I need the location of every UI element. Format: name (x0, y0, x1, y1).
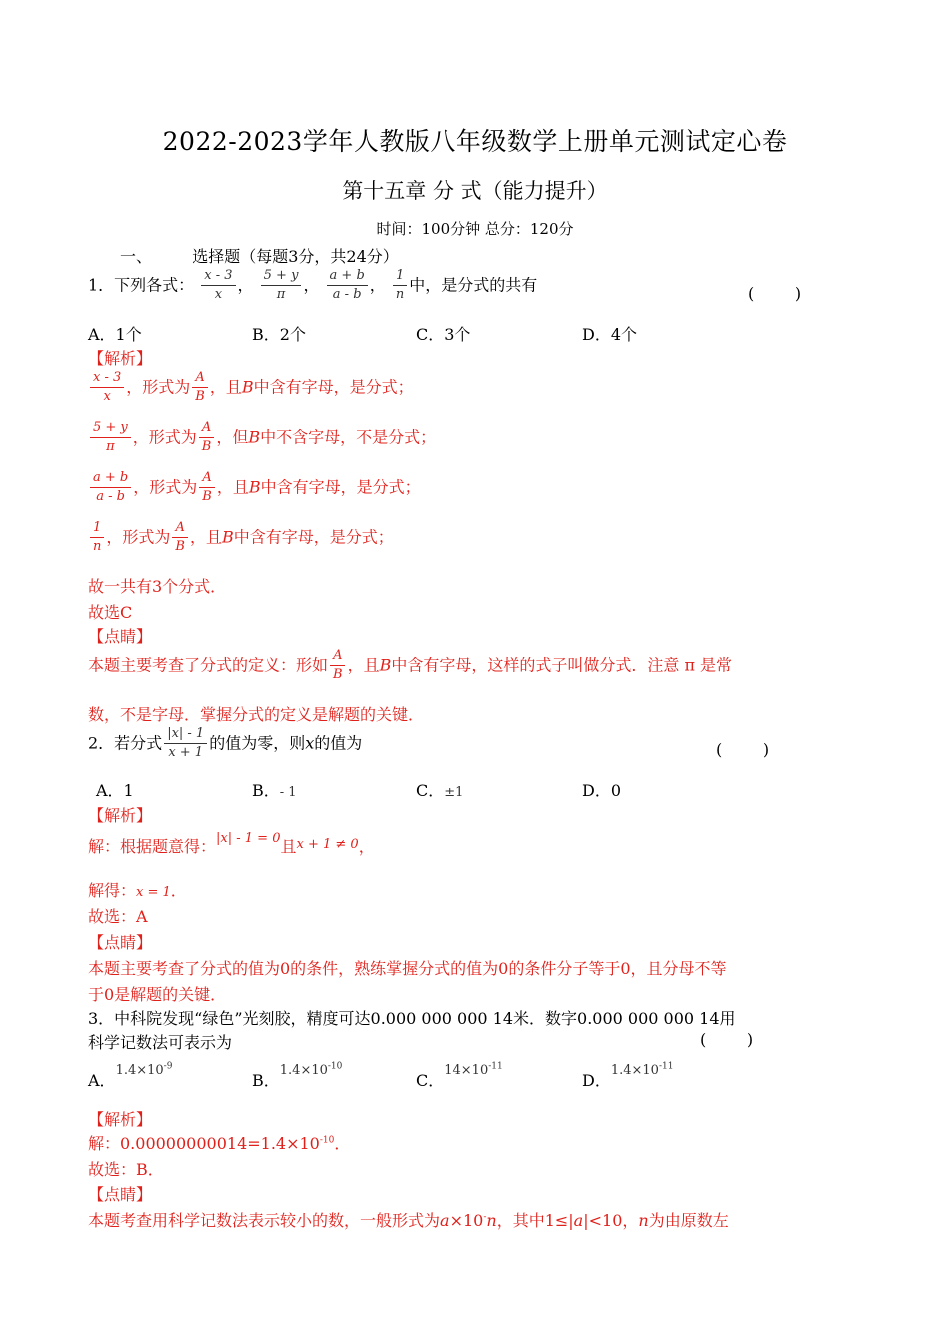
q3-choice: 故选：B． (88, 1160, 164, 1179)
q1-comment-line-1: 本题主要考查了分式的定义：形如 $\frac{A}{B}$ ，且B中含有字母，这样的式子叫做分式．注意 π 是常 (88, 648, 733, 683)
q3-stem-line-1: 3．中科院发现“绿色”光刻胶，精度可达0.000 000 000 14米．数字0.000 000 000 14用 (88, 1009, 736, 1028)
q3-solution: 解：$0.00000000014=1.4\times 10^{-10}$． (88, 1134, 351, 1153)
q2-analysis-tag: 【解析】 (88, 806, 153, 825)
q3-comment-line-1: 本题考查用科学记数法表示较小的数，一般形式为a×10-n，其中1≤|a|<10，n为由原数左 (88, 1211, 729, 1230)
q2-comment-line-2: 于0是解题的关键． (88, 985, 227, 1004)
section-heading: 一、 选择题（每题3分，共24分） (120, 247, 399, 266)
q2-answer-paren: ( ) (716, 740, 770, 759)
q2-stem: 2．若分式 $\frac{|x| - 1}{x + 1}$ 的值为零，则x的值为 (88, 726, 363, 761)
q1-conclusion: 故一共有3个分式． (88, 577, 227, 596)
q3-comment-tag: 【点睛】 (88, 1185, 153, 1204)
q2-option-d: D．0 (582, 781, 622, 800)
q2-result: 解得：x = 1． (88, 881, 187, 900)
q2-fraction: $\frac{|x| - 1}{x + 1}$ (164, 726, 207, 762)
q1-fraction-4: $\frac{1}{n}$ (393, 268, 407, 304)
q3-option-c: C．$^{14\times 10^{-11}}$ (416, 1061, 503, 1090)
q1-option-b: B．2个 (252, 325, 306, 344)
q3-analysis-tag: 【解析】 (88, 1110, 153, 1129)
chapter-subtitle: 第十五章 分 式（能力提升） (342, 179, 608, 203)
q2-solution: 解：根据题意得：$^{|x| - 1 = 0}$且$^{x + 1 \ne 0}$， (88, 831, 375, 856)
q3-option-b: B．$^{1.4\times 10^{-10}}$ (252, 1061, 343, 1090)
q3-option-d: D．$^{1.4\times 10^{-11}}$ (582, 1061, 674, 1090)
q1-option-a: A．1个 (88, 325, 142, 344)
q1-option-c: C．3个 (416, 325, 471, 344)
q1-comment-tag: 【点睛】 (88, 627, 153, 646)
q1-answer-paren: ( ) (748, 284, 802, 303)
q1-analysis-line-4: $\frac{1}{n}$ ，形式为 $\frac{A}{B}$ ，且B中含有字母，是分式； (88, 520, 394, 556)
q2-option-c: C．±1 (416, 781, 464, 800)
q3-answer-paren: ( ) (700, 1030, 754, 1049)
q1-analysis-line-1: $\frac{x - 3}{x}$ ，形式为 $\frac{A}{B}$ ，且B中含有字母，是分式； (88, 370, 414, 406)
q1-fraction-2: $\frac{5 + y}{\pi}$ (261, 268, 302, 304)
q2-option-b: B．- 1 (252, 781, 297, 800)
q3-stem-line-2: 科学记数法可表示为 (88, 1033, 233, 1052)
q1-analysis-line-3: $\frac{a + b}{a - b}$ ，形式为 $\frac{A}{B}$ ，且B中含有字母，是分式； (88, 470, 421, 506)
q1-option-d: D．4个 (582, 325, 638, 344)
q1-comment-line-2: 数，不是字母．掌握分式的定义是解题的关键． (88, 705, 425, 724)
document-title: 2022-2023学年人教版八年级数学上册单元测试定心卷 (162, 127, 788, 156)
q2-comment-tag: 【点睛】 (88, 933, 153, 952)
q1-stem: 1．下列各式： $\frac{x - 3}{x}$ ， $\frac{5 + y}{\pi}$ ， $\frac{a + b}{a - b}$ ， $\frac{1}{n}$ 中，是分式的共有 (88, 268, 538, 303)
q1-analysis-tag: 【解析】 (88, 349, 153, 368)
q2-choice: 故选：A (88, 907, 148, 926)
q2-comment-line-1: 本题主要考查了分式的值为0的条件，熟练掌握分式的值为0的条件分子等于0，且分母不等 (88, 959, 727, 978)
q1-choice: 故选C (88, 603, 133, 622)
q2-option-a: A．1 (96, 781, 134, 800)
exam-meta: 时间：100分钟 总分：120分 (376, 220, 574, 238)
q1-fraction-1: $\frac{x - 3}{x}$ (201, 268, 235, 304)
q1-analysis-line-2: $\frac{5 + y}{\pi}$ ，形式为 $\frac{A}{B}$ ，但B中不含字母，不是分式； (88, 420, 436, 456)
q1-fraction-3: $\frac{a + b}{a - b}$ (327, 268, 368, 304)
q3-option-a: A．$^{1.4\times 10^{-9}}$ (88, 1061, 173, 1090)
